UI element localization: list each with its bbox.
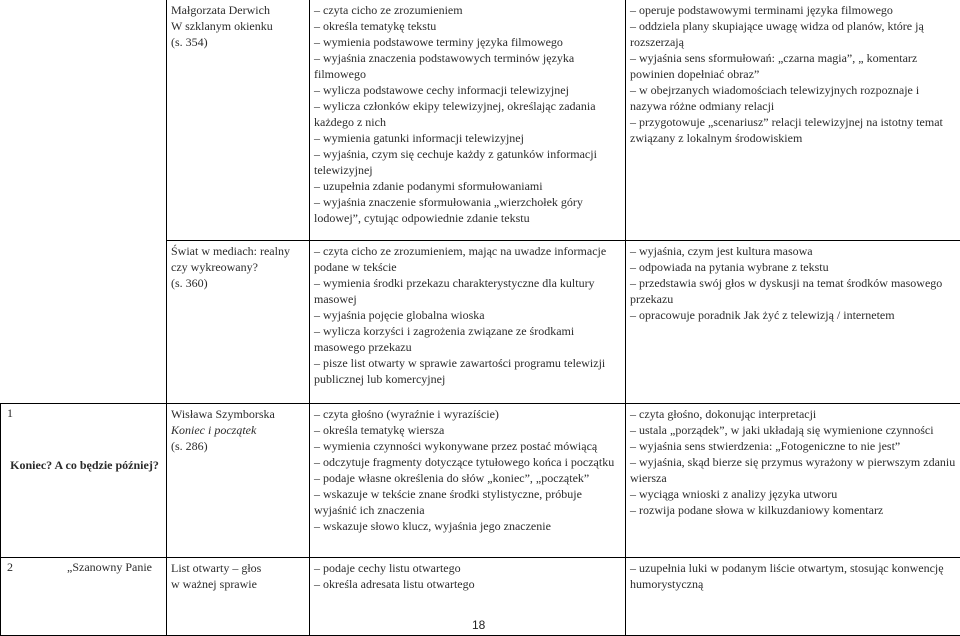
text-title-line: Wisława Szymborska: [171, 406, 305, 422]
requirement-item: – wyciąga wnioski z analizy języka utworu: [630, 486, 957, 502]
literary-text-cell: [167, 0, 310, 240]
extended-requirements-cell: [626, 557, 960, 635]
text-title-line: (s. 286): [171, 438, 305, 454]
literary-text-cell: [167, 557, 310, 635]
requirement-item: – czyta głośno, dokonując interpretacji: [630, 406, 957, 422]
lesson-number-cell: [1, 240, 167, 403]
requirement-item: – wylicza członków ekipy telewizyjnej, określając zadania każdego z nich: [314, 98, 621, 130]
basic-requirements-cell: [310, 557, 626, 635]
requirement-item: – czyta cicho ze zrozumieniem, mając na uwadze informacje podane w tekście: [314, 243, 621, 275]
requirement-item: – czyta cicho ze zrozumieniem: [314, 2, 621, 18]
requirement-item: – oddziela plany skupiające uwagę widza od planów, które ją rozszerzają: [630, 18, 957, 50]
requirement-item: – ustala „porządek”, w jaki układają się wymienione czynności: [630, 422, 957, 438]
lesson-number: 2: [7, 559, 67, 575]
text-title-line: (s. 360): [171, 275, 305, 291]
requirement-item: – wskazuje w tekście znane środki stylistyczne, próbuje wyjaśnić ich znaczenia: [314, 486, 621, 518]
literary-text-cell: [167, 240, 310, 403]
requirement-item: – rozwija podane słowa w kilkuzdaniowy komentarz: [630, 502, 957, 518]
requirement-item: – wylicza korzyści i zagrożenia związane ze środkami masowego przekazu: [314, 323, 621, 355]
requirement-item: – odpowiada na pytania wybrane z tekstu: [630, 259, 957, 275]
text-title-line: Świat w mediach: realny czy wykreowany?: [171, 243, 305, 275]
table-row: [1, 0, 960, 240]
requirement-item: – wyjaśnia, skąd bierze się przymus wyrażony w pierwszym zdaniu wiersza: [630, 454, 957, 486]
requirement-item: – wskazuje słowo klucz, wyjaśnia jego znaczenie: [314, 518, 621, 534]
requirement-item: – określa tematykę wiersza: [314, 422, 621, 438]
literary-text-cell: [167, 403, 310, 557]
lesson-number: 1: [7, 406, 13, 420]
text-title-line: Małgorzata Derwich: [171, 2, 305, 18]
requirement-item: – wyjaśnia sens stwierdzenia: „Fotogeniczne to nie jest”: [630, 438, 957, 454]
requirement-item: – wyjaśnia sens sformułowań: „czarna magia”, „ komentarz powinien dopełniać obraz”: [630, 50, 957, 82]
table-row: [1, 403, 960, 557]
requirement-item: – uzupełnia zdanie podanymi sformułowaniami: [314, 178, 621, 194]
requirement-item: – wyjaśnia, czym się cechuje każdy z gatunków informacji telewizyjnej: [314, 146, 621, 178]
requirement-item: – podaje własne określenia do słów „koniec”, „początek”: [314, 470, 621, 486]
requirement-item: – w obejrzanych wiadomościach telewizyjnych rozpoznaje i nazywa różne odmiany relacji: [630, 82, 957, 114]
requirement-item: – podaje cechy listu otwartego: [314, 560, 621, 576]
basic-requirements-cell: [310, 240, 626, 403]
extended-requirements-cell: [626, 403, 960, 557]
requirement-item: – wymienia gatunki informacji telewizyjnej: [314, 130, 621, 146]
requirement-item: – opracowuje poradnik Jak żyć z telewizją / internetem: [630, 307, 957, 323]
requirement-item: – wymienia czynności wykonywane przez postać mówiącą: [314, 438, 621, 454]
text-title-line: (s. 354): [171, 34, 305, 50]
requirement-item: – czyta głośno (wyraźnie i wyrazíście): [314, 406, 621, 422]
lesson-number-cell: [1, 557, 167, 635]
requirement-item: – wyjaśnia znaczenia podstawowych terminów języka filmowego: [314, 50, 621, 82]
requirement-item: – określa tematykę tekstu: [314, 18, 621, 34]
basic-requirements-cell: [310, 403, 626, 557]
lesson-number-cell: [1, 0, 167, 240]
requirement-item: – uzupełnia luki w podanym liście otwartym, stosując konwencję humorystyczną: [630, 560, 957, 592]
requirement-item: – wymienia podstawowe terminy języka filmowego: [314, 34, 621, 50]
extended-requirements-cell: [626, 0, 960, 240]
requirement-item: – określa adresata listu otwartego: [314, 576, 621, 592]
requirement-item: – pisze list otwarty w sprawie zawartości programu telewizji publicznej lub komercyjnej: [314, 355, 621, 387]
text-title-line: w ważnej sprawie: [171, 576, 305, 592]
text-title-line: List otwarty – głos: [171, 560, 305, 576]
requirement-item: – przedstawia swój głos w dyskusji na temat środków masowego przekazu: [630, 275, 957, 307]
requirement-item: – operuje podstawowymi terminami języka filmowego: [630, 2, 957, 18]
basic-requirements-cell: [310, 0, 626, 240]
lesson-topic: Koniec? A co będzie później?: [7, 457, 162, 473]
requirement-item: – przygotowuje „scenariusz” relacji telewizyjnej na istotny temat związany z lokalnym środowiskiem: [630, 114, 957, 146]
lesson-topic: „Szanowny Panie: [67, 559, 157, 575]
requirement-item: – wyjaśnia znaczenie sformułowania „wierzchołek góry lodowej”, cytując odpowiednie zdanie tekstu: [314, 194, 621, 226]
requirement-item: – wymienia środki przekazu charakterystyczne dla kultury masowej: [314, 275, 621, 307]
text-title-line: W szklanym okienku: [171, 18, 305, 34]
requirement-item: – wyjaśnia, czym jest kultura masowa: [630, 243, 957, 259]
table-row: [1, 240, 960, 403]
lesson-number-cell: [1, 403, 167, 557]
requirement-item: – wyjaśnia pojęcie globalna wioska: [314, 307, 621, 323]
extended-requirements-cell: [626, 240, 960, 403]
text-title-line: Koniec i początek: [171, 422, 305, 438]
page-number: 18: [472, 618, 485, 632]
requirement-item: – wylicza podstawowe cechy informacji telewizyjnej: [314, 82, 621, 98]
requirement-item: – odczytuje fragmenty dotyczące tytułowego końca i początku: [314, 454, 621, 470]
